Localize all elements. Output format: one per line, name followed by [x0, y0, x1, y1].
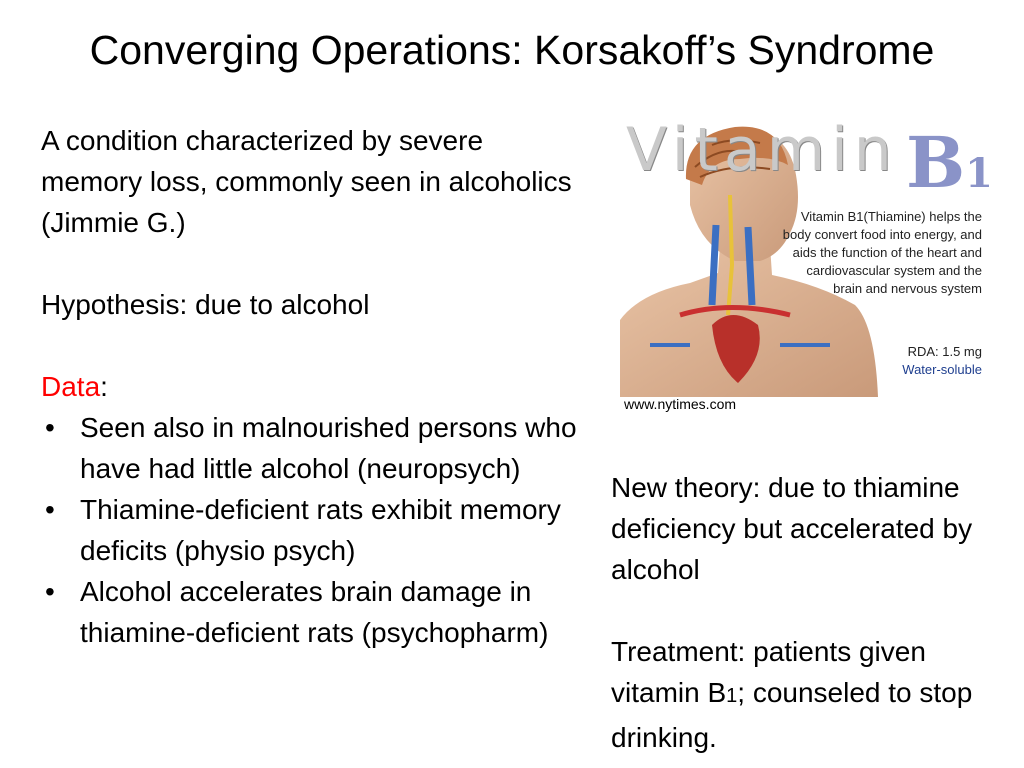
slide-title: Converging Operations: Korsakoff’s Syndrome: [89, 27, 935, 73]
rda-text: RDA: 1.5 mg: [907, 344, 982, 359]
image-source: www.nytimes.com: [624, 396, 737, 412]
right-column: [611, 467, 1011, 758]
hypothesis-text: Hypothesis: due to alcohol: [41, 289, 370, 320]
new-theory-text: New theory: due to thiamine deficiency but accelerated by alcohol: [611, 472, 973, 585]
list-item: • Thiamine-deficient rats exhibit memory deficits (physio psych): [41, 489, 581, 571]
data-colon: :: [100, 371, 108, 402]
vitamin-b1-logo: B1: [906, 121, 994, 204]
data-label: Data: [41, 371, 101, 402]
data-heading: [41, 366, 581, 407]
list-item: • Seen also in malnourished persons who have had little alcohol (neuropsych): [41, 407, 581, 489]
treatment-text: Treatment: patients given vitamin B1; counseled to stop drinking.: [611, 636, 973, 753]
vitamin-caption: Vitamin B1(Thiamine) helps the body convert food into energy, and aids the function of the heart and cardiovascular system and the brain and nervous system: [782, 209, 982, 296]
vitamin-b1-illustration: [620, 115, 992, 397]
intro-text: A condition characterized by severe memory loss, commonly seen in alcoholics (Jimmie G.): [41, 125, 572, 238]
vitamin-logo-text: Vitamin: [626, 115, 898, 185]
list-item: • Alcohol accelerates brain damage in thiamine-deficient rats (psychopharm): [41, 571, 581, 653]
left-column: [41, 120, 581, 653]
solubility-text: Water-soluble: [902, 362, 982, 377]
vitamin-rda: [902, 343, 982, 379]
evidence-list: [41, 407, 581, 653]
subscript-one: 1: [726, 685, 738, 707]
